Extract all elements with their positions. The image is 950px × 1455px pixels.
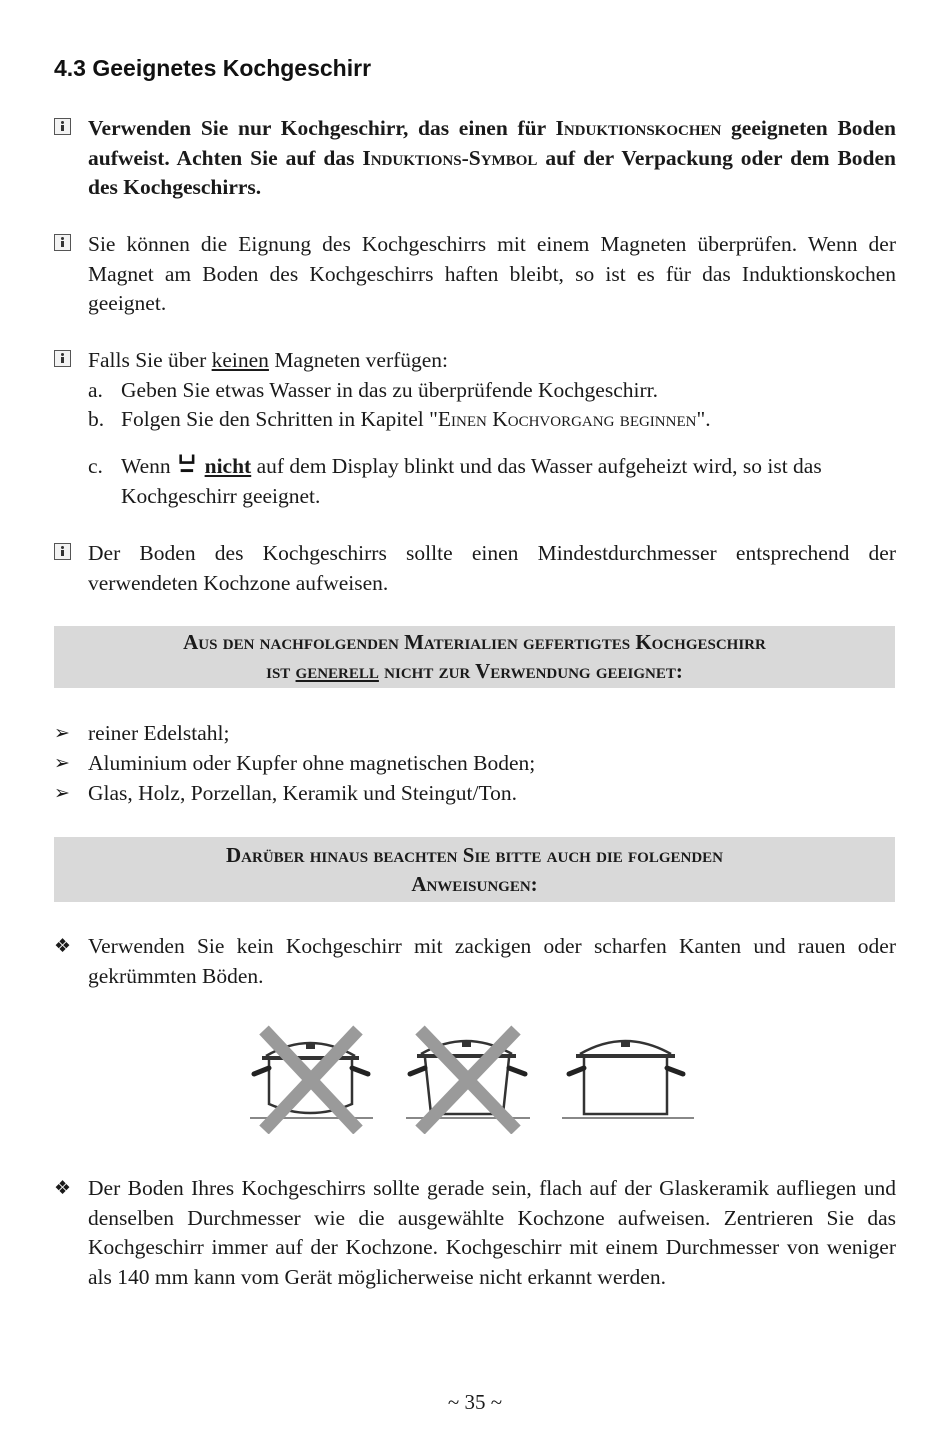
info-icon: [54, 234, 71, 251]
pot-flat-bottom-icon: [562, 1041, 694, 1118]
instructions-banner: Darüber hinaus beachten Sie bitte auch die folgenden Anweisungen:: [54, 837, 895, 902]
warning-banner-materials: Aus den nachfolgenden Materialien gefertigtes Kochgeschirr ist generell nicht zur Verwendung geeignet:: [54, 626, 895, 688]
info-note-text: Verwenden Sie nur Kochgeschirr, das einen für Induktionskochen geeigneten Boden aufweist. Achten Sie auf das Induktions-Symbol auf der Verpackung oder dem Boden des Kochgeschirrs.: [88, 116, 896, 199]
arrow-bullet-icon: ➢: [54, 782, 70, 804]
info-icon: [54, 543, 71, 560]
diamond-bullet-icon: ❖: [54, 935, 72, 957]
info-icon: [54, 118, 71, 135]
manual-page: 4.3 Geeignetes Kochgeschirr Verwenden Sie nur Kochgeschirr, das einen für Induktionskochen geeigneten Boden aufweist. Achten Sie auf das Induktions-Symbol auf der Verpackung oder dem Boden des Kochgeschirrs. Sie können die Eignung des Kochgeschirrs mit einem Magneten überprüfen. Wenn der Magnet am Boden des Kochgeschirrs haften bleibt, so ist es für das Induktionskochen geeignet. Falls Sie über keinen Magneten verfügen: a. Geben Sie etwas Wasser in das zu überprüfende Kochgeschirr. b. Folgen Sie den Schritten in Kapitel "Einen Kochvorgang beginnen". c. Wenn nicht auf dem Display blinkt und das Wasser aufgeheizt wird, so ist das Kochgeschirr geeignet. Der Boden des Kochgeschirrs sollte einen Mindestdurchmesser entsprechend der verwendeten Kochzone aufweisen. Aus den nachfolgenden Materialien gefertigtes Kochgeschirr ist generell nicht zur Verwendung geeignet: ➢ reiner Edelstahl; ➢ Aluminium oder Kupfer ohne magnetischen Boden; ➢ Glas, Holz, Porzellan, Keramik und Steingut/Ton. Darüber hinaus beachten Sie bitte auch die folgenden Anweisungen: ❖ Verwenden Sie kein Kochgeschirr mit zackigen oder scharfen Kanten und rauen oder gekrümmten Böden. ❖ Der Boden Ihres Kochgeschirrs sollte gerade sein, flach auf der Glaskeramik aufliegen und denselben Durchmesser wie die ausgewählte Kochzone aufweisen. Zentrieren Sie das Kochgeschirr immer auf der Kochzone. Kochgeschirr mit einem Durchmesser von weniger als 140 mm kann vom Gerät möglicherweise nicht erkannt werden. ~ 35 ~: [0, 0, 950, 1455]
pan-detection-display-icon: [175, 453, 201, 475]
section-title: 4.3 Geeignetes Kochgeschirr: [54, 55, 372, 81]
info-note-text: Der Boden des Kochgeschirrs sollte einen Mindestdurchmesser entsprechend der verwendeten Kochzone aufweisen.: [88, 541, 896, 595]
info-note-text: Falls Sie über keinen Magneten verfügen:: [88, 348, 449, 372]
cookware-illustration: [248, 1024, 698, 1134]
arrow-bullet-icon: ➢: [54, 752, 70, 774]
info-note-text: Sie können die Eignung des Kochgeschirrs mit einem Magneten überprüfen. Wenn der Magnet am Boden des Kochgeschirrs haften bleibt, so ist es für das Induktionskochen geeignet.: [88, 232, 896, 315]
arrow-bullet-icon: ➢: [54, 722, 70, 744]
page-number: ~ 35 ~: [447, 1390, 503, 1414]
diamond-bullet-icon: ❖: [54, 1177, 72, 1199]
info-icon: [54, 350, 71, 367]
